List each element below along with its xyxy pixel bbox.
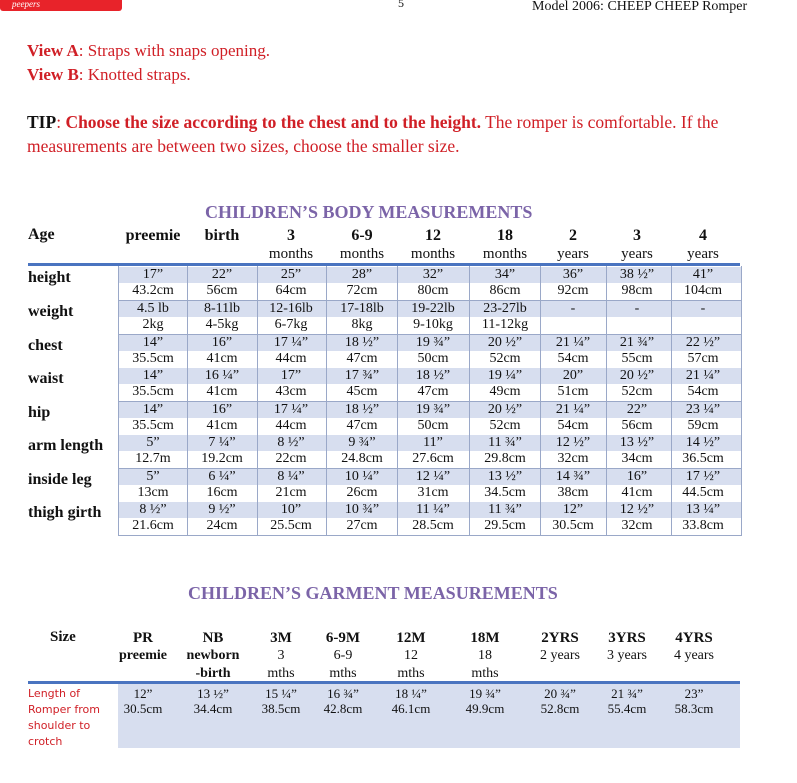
view-a-text: : Straps with snaps opening.: [78, 41, 271, 60]
measurement-cm: 86cm: [489, 283, 521, 298]
measurement-inches: 5”: [146, 435, 160, 450]
size-code: 12M: [396, 630, 426, 646]
measurement-cm: 41cm: [621, 485, 653, 500]
measurement-cm: 33.8cm: [682, 518, 724, 533]
measurement-inches: 22”: [626, 402, 648, 417]
measurement-inches: 21 ¼”: [555, 402, 591, 417]
garment-inches: 21 ¾”: [611, 686, 643, 701]
size-label: Size: [50, 629, 76, 645]
measurement-inches: -: [570, 301, 576, 316]
column-divider: [326, 266, 327, 536]
measurement-inches: 23 ¼”: [685, 402, 721, 417]
measurement-cm: 47cm: [417, 384, 449, 399]
age-column-subheader: months: [410, 246, 456, 262]
measurement-inches: 17”: [280, 368, 302, 383]
model-title: Model 2006: CHEEP CHEEP Romper: [532, 0, 748, 14]
view-b-label: View B: [27, 65, 79, 84]
size-description: 2 years: [539, 648, 581, 663]
garment-cm: 52.8cm: [540, 701, 580, 716]
measurement-cm: 27.6cm: [412, 451, 454, 466]
row-label: height: [28, 269, 71, 286]
brand-logo-text: peepers: [12, 0, 40, 9]
garment-inches: 19 ¾”: [469, 686, 501, 701]
measurement-cm: 56cm: [206, 283, 238, 298]
garment-measurements-title: CHILDREN’S GARMENT MEASUREMENTS: [188, 583, 558, 603]
measurement-cm: 28.5cm: [412, 518, 454, 533]
measurement-cm: 54cm: [687, 384, 719, 399]
measurement-inches: 28”: [351, 267, 373, 282]
size-code: 6-9M: [325, 630, 361, 646]
measurement-cm: 49cm: [489, 384, 521, 399]
measurement-inches: 21 ¼”: [685, 368, 721, 383]
measurement-inches: 11 ¾”: [488, 502, 522, 517]
measurement-inches: 21 ¼”: [555, 335, 591, 350]
measurement-inches: 11 ¼”: [416, 502, 450, 517]
size-description: -birth: [195, 666, 231, 681]
measurement-cm: 47cm: [346, 351, 378, 366]
measurement-inches: 38 ½”: [619, 267, 655, 282]
measurement-cm: 41cm: [206, 384, 238, 399]
size-description: 18: [478, 648, 492, 663]
measurement-inches: 22”: [211, 267, 233, 282]
measurement-inches: 19 ¾”: [415, 402, 451, 417]
measurement-cm: 6-7kg: [274, 317, 308, 332]
size-description: mths: [397, 666, 425, 681]
measurement-inches: 8 ½”: [277, 435, 305, 450]
age-column-header: 2: [569, 227, 577, 244]
garment-cm: 34.4cm: [193, 701, 233, 716]
column-divider: [187, 266, 188, 536]
measurement-cm: 35.5cm: [132, 384, 174, 399]
measurement-cm: 59cm: [687, 418, 719, 433]
tip-label: TIP: [27, 112, 57, 132]
measurement-cm: 8kg: [351, 317, 373, 332]
measurement-inches: 5”: [146, 469, 160, 484]
size-description: 4 years: [673, 648, 715, 663]
measurement-inches: 8 ½”: [139, 502, 167, 517]
measurement-inches: 12 ¼”: [415, 469, 451, 484]
measurement-inches: 20”: [562, 368, 584, 383]
row-divider: [118, 535, 741, 536]
measurement-cm: 50cm: [417, 351, 449, 366]
measurement-cm: 80cm: [417, 283, 449, 298]
measurement-inches: 14”: [142, 402, 164, 417]
measurement-inches: 8 ¼”: [277, 469, 305, 484]
measurement-cm: 35.5cm: [132, 418, 174, 433]
measurement-cm: 72cm: [346, 283, 378, 298]
garment-inches: 23”: [684, 686, 704, 701]
age-column-subheader: years: [621, 246, 653, 262]
measurement-inches: 16”: [626, 469, 648, 484]
measurement-cm: 52cm: [489, 351, 521, 366]
view-a-line: [27, 41, 270, 61]
age-label: Age: [28, 226, 55, 243]
age-column-header: 6-9: [351, 227, 373, 244]
age-column-subheader: months: [268, 246, 314, 262]
garment-inches: 12”: [133, 686, 153, 701]
measurement-inches: 13 ½”: [487, 469, 523, 484]
row-label: thigh girth: [28, 504, 102, 521]
measurement-inches: 17 ¼”: [273, 335, 309, 350]
measurement-cm: 12.7m: [135, 451, 171, 466]
brand-logo: [0, 0, 122, 11]
measurement-cm: 30.5cm: [552, 518, 594, 533]
measurement-inches: 16”: [211, 402, 233, 417]
measurement-inches: 22 ½”: [685, 335, 721, 350]
measurement-inches: 9 ½”: [208, 502, 236, 517]
measurement-inches: 14 ½”: [685, 435, 721, 450]
measurement-inches: 19-22lb: [411, 301, 455, 316]
measurement-cm: 36.5cm: [682, 451, 724, 466]
tip-text: The romper is comfortable. If the measurements are between two sizes, choose the smaller size.: [27, 112, 719, 156]
column-divider: [257, 266, 258, 536]
size-description: 3 years: [606, 648, 648, 663]
measurement-cm: 55cm: [621, 351, 653, 366]
garment-row-label: Length of Romper from shoulder to crotch: [28, 687, 100, 748]
measurement-cm: 25.5cm: [270, 518, 312, 533]
measurement-inches: 16 ¼”: [204, 368, 240, 383]
row-label: inside leg: [28, 471, 92, 488]
measurement-cm: 52cm: [621, 384, 653, 399]
measurement-inches: 20 ½”: [619, 368, 655, 383]
measurement-inches: 16”: [211, 335, 233, 350]
measurement-cm: 57cm: [687, 351, 719, 366]
measurement-cm: 24.8cm: [341, 451, 383, 466]
measurement-cm: 29.8cm: [484, 451, 526, 466]
measurement-cm: 9-10kg: [413, 317, 453, 332]
measurement-cm: 21cm: [275, 485, 307, 500]
measurement-inches: 17-18lb: [340, 301, 384, 316]
measurement-cm: 34cm: [621, 451, 653, 466]
measurement-inches: 14”: [142, 335, 164, 350]
measurement-cm: 51cm: [557, 384, 589, 399]
measurement-inches: -: [634, 301, 640, 316]
measurement-inches: 17”: [142, 267, 164, 282]
measurement-cm: 32cm: [621, 518, 653, 533]
measurement-cm: 47cm: [346, 418, 378, 433]
measurement-cm: 64cm: [275, 283, 307, 298]
age-column-subheader: years: [557, 246, 589, 262]
column-divider: [118, 266, 119, 536]
measurement-cm: 54cm: [557, 351, 589, 366]
column-divider: [671, 266, 672, 536]
size-code: 18M: [470, 630, 500, 646]
size-description: mths: [267, 666, 295, 681]
measurement-cm: 38cm: [557, 485, 589, 500]
measurement-inches: 14”: [142, 368, 164, 383]
view-b-line: [27, 65, 191, 85]
measurement-cm: 34.5cm: [484, 485, 526, 500]
body-measurements-title: CHILDREN’S BODY MEASUREMENTS: [205, 202, 533, 222]
measurement-cm: 16cm: [206, 485, 238, 500]
size-description: 12: [404, 648, 418, 663]
age-column-header: 4: [699, 227, 707, 244]
tip-paragraph: [27, 110, 787, 158]
measurement-cm: 41cm: [206, 351, 238, 366]
measurement-inches: 17 ½”: [685, 469, 721, 484]
measurement-cm: 50cm: [417, 418, 449, 433]
measurement-inches: 4.5 lb: [137, 301, 169, 316]
garment-cm: 42.8cm: [323, 701, 363, 716]
measurement-cm: 22cm: [275, 451, 307, 466]
measurement-cm: 43cm: [275, 384, 307, 399]
age-column-subheader: months: [482, 246, 528, 262]
measurement-inches: 13 ¼”: [685, 502, 721, 517]
measurement-inches: 12 ½”: [555, 435, 591, 450]
tip-sep: :: [56, 112, 66, 132]
measurement-inches: 12-16lb: [269, 301, 313, 316]
age-column-subheader: months: [339, 246, 385, 262]
measurement-cm: 43.2cm: [132, 283, 174, 298]
measurement-cm: 41cm: [206, 418, 238, 433]
measurement-cm: 45cm: [346, 384, 378, 399]
row-label: arm length: [28, 437, 104, 454]
size-description: 3: [277, 648, 285, 663]
size-description: newborn: [186, 648, 240, 663]
measurement-inches: 25”: [280, 267, 302, 282]
measurement-cm: 31cm: [417, 485, 449, 500]
measurement-inches: 13 ½”: [619, 435, 655, 450]
page-number: 5: [398, 0, 404, 10]
age-column-header: 18: [497, 227, 513, 244]
garment-cm: 55.4cm: [607, 701, 647, 716]
measurement-cm: 104cm: [683, 283, 723, 298]
measurement-inches: 21 ¾”: [619, 335, 655, 350]
size-code: 3M: [270, 630, 292, 646]
column-divider: [397, 266, 398, 536]
size-code: 3YRS: [608, 630, 646, 646]
size-description: mths: [329, 666, 357, 681]
header-divider: [28, 263, 740, 266]
row-label: hip: [28, 404, 51, 421]
age-column-header: preemie: [125, 227, 181, 244]
measurement-inches: 10”: [280, 502, 302, 517]
measurement-inches: 7 ¼”: [208, 435, 236, 450]
age-column-header: 12: [425, 227, 441, 244]
measurement-inches: 19 ¾”: [415, 335, 451, 350]
measurement-inches: 10 ¼”: [344, 469, 380, 484]
measurement-cm: 98cm: [621, 283, 653, 298]
size-description: mths: [471, 666, 499, 681]
view-a-label: View A: [27, 41, 79, 60]
measurement-inches: 17 ¼”: [273, 402, 309, 417]
column-divider: [540, 266, 541, 536]
measurement-cm: 35.5cm: [132, 351, 174, 366]
garment-inches: 13 ½”: [197, 686, 229, 701]
garment-inches: 16 ¾”: [327, 686, 359, 701]
size-description: preemie: [119, 648, 167, 663]
row-label: waist: [28, 370, 64, 387]
measurement-inches: 14 ¾”: [555, 469, 591, 484]
measurement-cm: 2kg: [142, 317, 164, 332]
garment-inches: 20 ¾”: [544, 686, 576, 701]
measurement-cm: 13cm: [137, 485, 169, 500]
garment-cm: 58.3cm: [674, 701, 714, 716]
garment-cm: 46.1cm: [391, 701, 431, 716]
measurement-cm: 21.6cm: [132, 518, 174, 533]
measurement-cm: 92cm: [557, 283, 589, 298]
measurement-inches: 10 ¾”: [344, 502, 380, 517]
measurement-inches: 12 ½”: [619, 502, 655, 517]
measurement-cm: 27cm: [346, 518, 378, 533]
measurement-inches: 11”: [423, 435, 443, 450]
age-column-header: birth: [204, 227, 240, 244]
measurement-inches: 41”: [692, 267, 714, 282]
size-code: PR: [133, 630, 153, 646]
garment-cm: 49.9cm: [465, 701, 505, 716]
measurement-inches: 18 ½”: [344, 402, 380, 417]
row-label: chest: [28, 337, 63, 354]
measurement-inches: 20 ½”: [487, 335, 523, 350]
column-divider: [469, 266, 470, 536]
measurement-cm: 54cm: [557, 418, 589, 433]
measurement-inches: 6 ¼”: [208, 469, 236, 484]
tip-bold-text: Choose the size according to the chest and to the height.: [65, 112, 482, 132]
view-b-text: : Knotted straps.: [78, 65, 191, 84]
measurement-inches: 34”: [494, 267, 516, 282]
size-description: 6-9: [333, 648, 353, 663]
measurement-inches: 23-27lb: [483, 301, 527, 316]
age-column-header: 3: [633, 227, 641, 244]
column-divider: [741, 266, 742, 536]
measurement-cm: 26cm: [346, 485, 378, 500]
measurement-cm: 4-5kg: [205, 317, 239, 332]
age-column-header: 3: [287, 227, 295, 244]
measurement-inches: 8-11lb: [203, 301, 241, 316]
column-divider: [606, 266, 607, 536]
measurement-cm: 29.5cm: [484, 518, 526, 533]
measurement-cm: 44cm: [275, 351, 307, 366]
measurement-cm: 44.5cm: [682, 485, 724, 500]
measurement-inches: -: [700, 301, 706, 316]
measurement-inches: 12”: [562, 502, 584, 517]
size-code: 4YRS: [675, 630, 713, 646]
measurement-inches: 9 ¾”: [348, 435, 376, 450]
measurement-cm: 44cm: [275, 418, 307, 433]
measurement-cm: 56cm: [621, 418, 653, 433]
measurement-inches: 32”: [422, 267, 444, 282]
age-column-subheader: years: [687, 246, 719, 262]
measurement-inches: 11 ¾”: [488, 435, 522, 450]
measurement-inches: 36”: [562, 267, 584, 282]
size-code: 2YRS: [541, 630, 579, 646]
measurement-cm: 24cm: [206, 518, 238, 533]
measurement-inches: 19 ¼”: [487, 368, 523, 383]
measurement-cm: 11-12kg: [481, 317, 529, 332]
measurement-cm: 32cm: [557, 451, 589, 466]
garment-cm: 38.5cm: [261, 701, 301, 716]
measurement-inches: 20 ½”: [487, 402, 523, 417]
measurement-inches: 17 ¾”: [344, 368, 380, 383]
measurement-cm: 19.2cm: [201, 451, 243, 466]
measurement-inches: 18 ½”: [344, 335, 380, 350]
garment-inches: 15 ¼”: [265, 686, 297, 701]
measurement-inches: 18 ½”: [415, 368, 451, 383]
garment-inches: 18 ¼”: [395, 686, 427, 701]
measurement-cm: 52cm: [489, 418, 521, 433]
size-code: NB: [202, 630, 224, 646]
garment-cm: 30.5cm: [123, 701, 163, 716]
row-label: weight: [28, 303, 74, 320]
